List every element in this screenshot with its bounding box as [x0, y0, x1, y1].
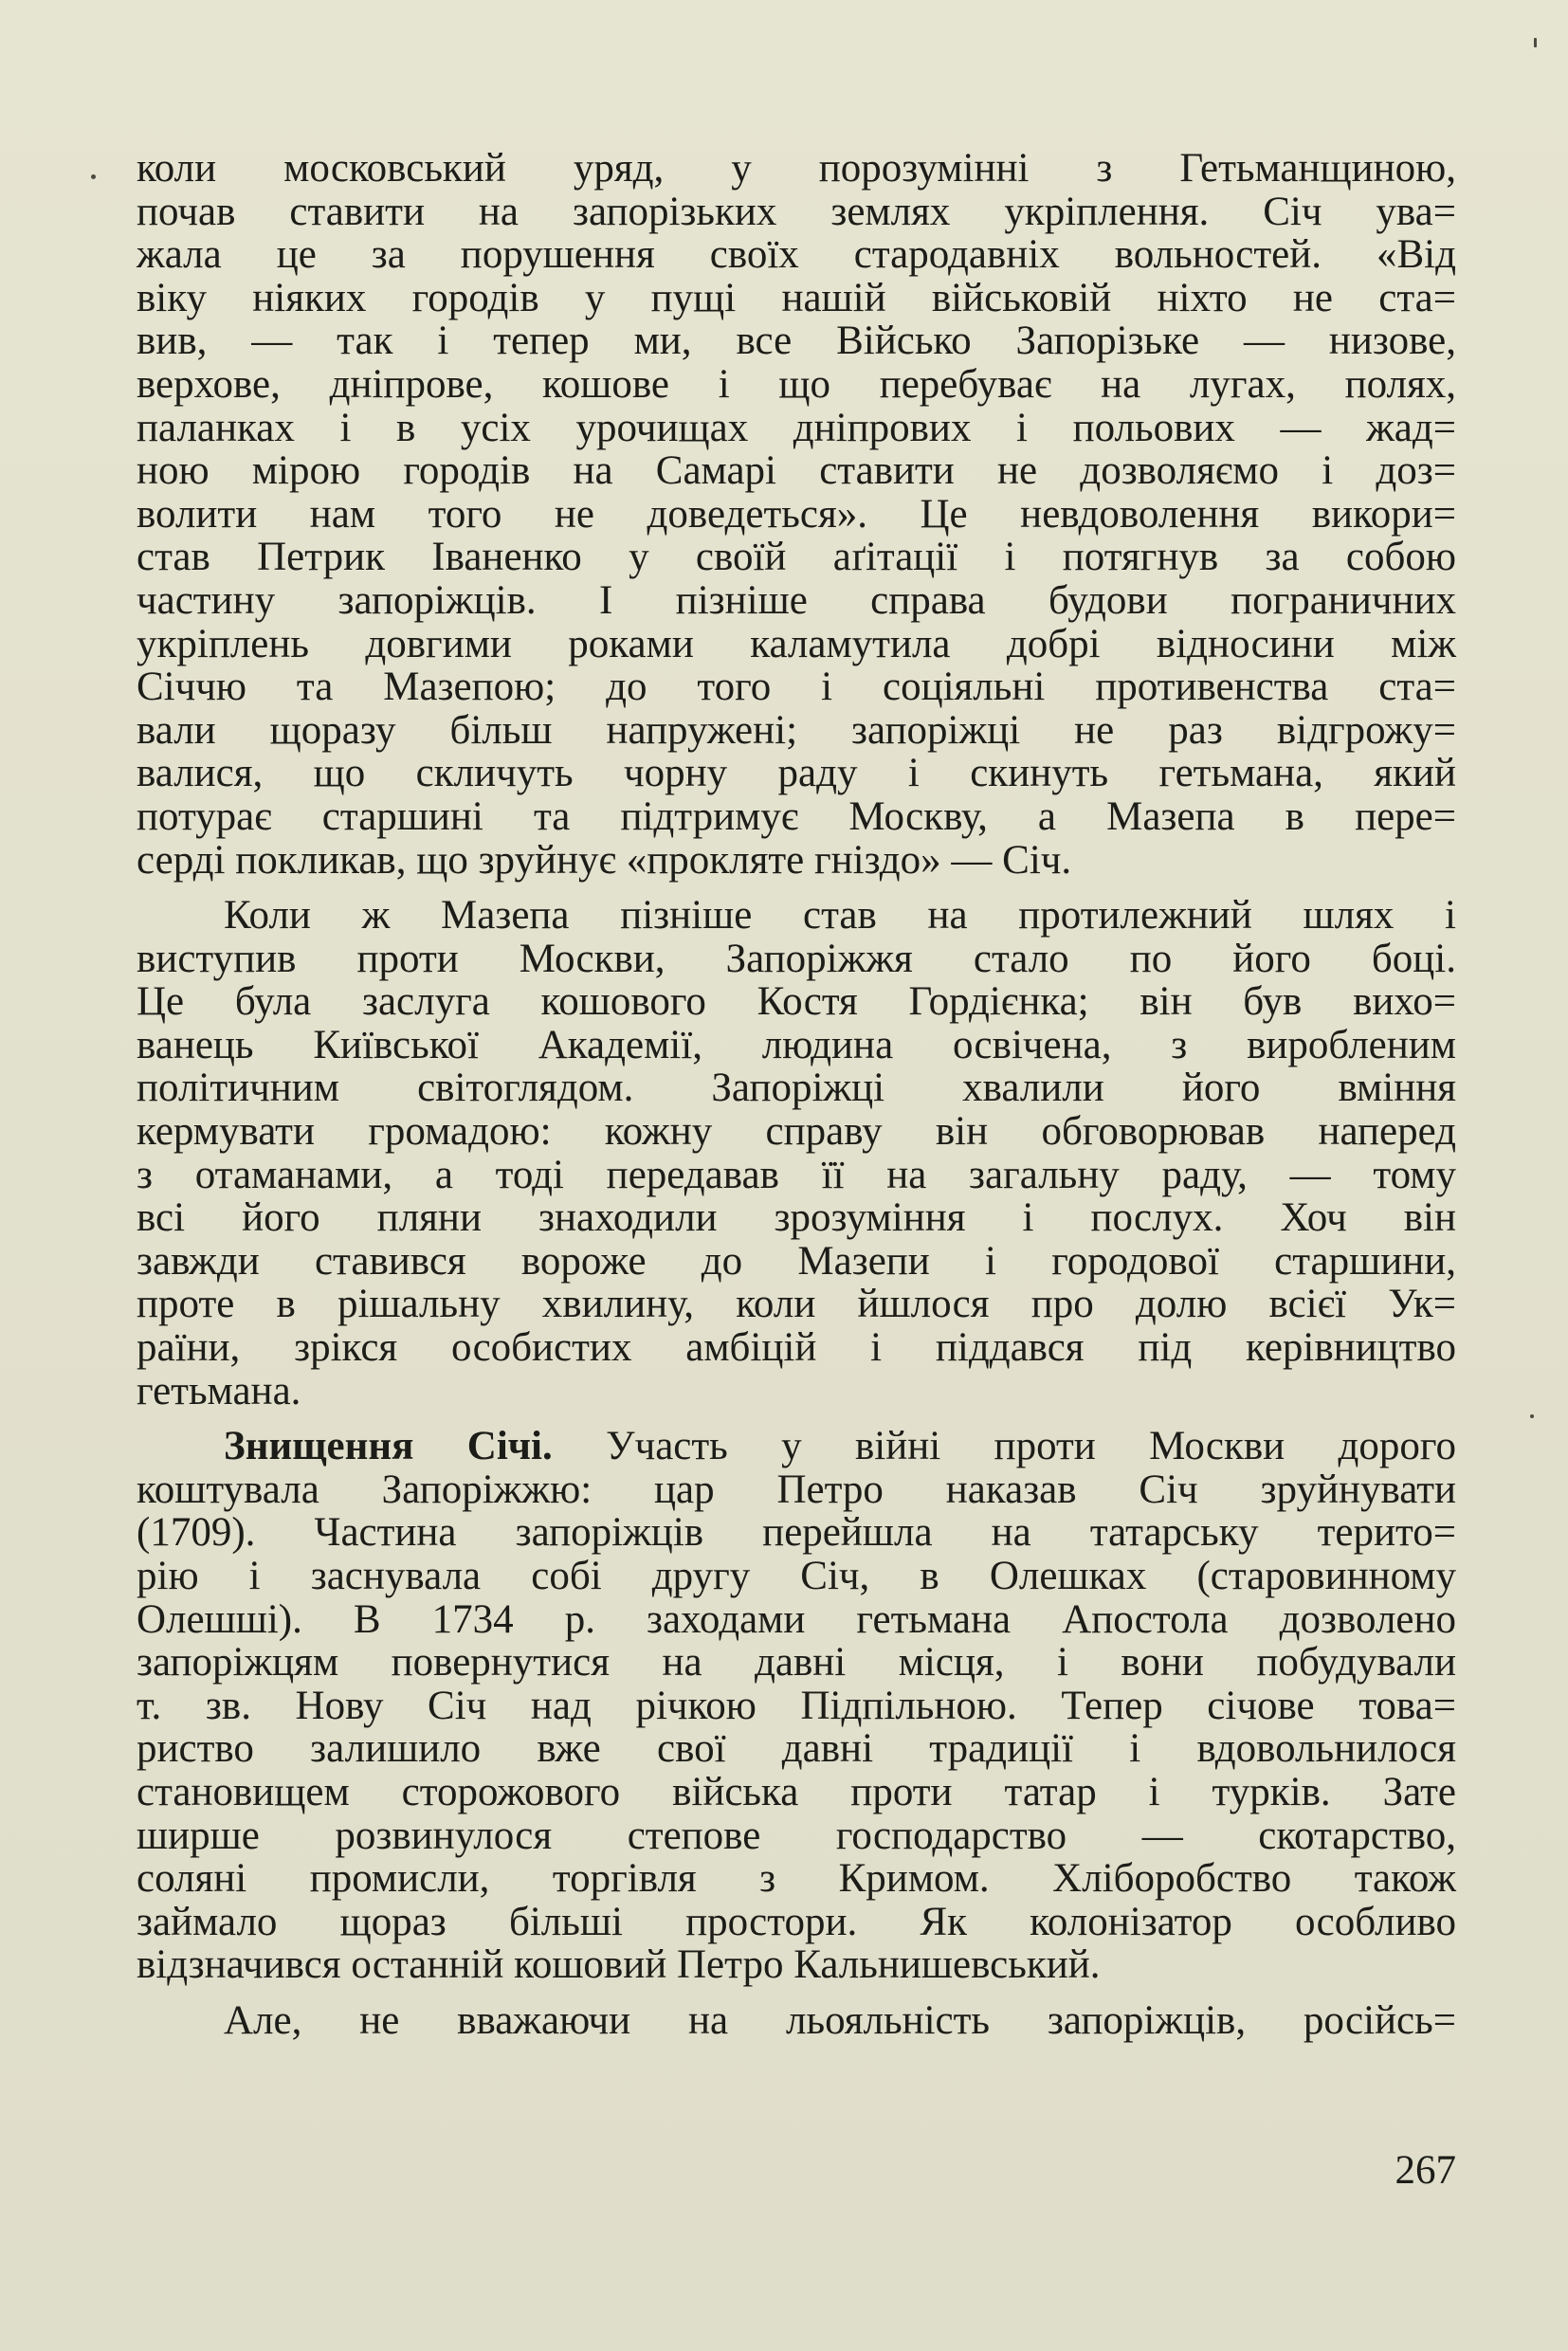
text-line: з отаманами, а тоді передавав її на загальну раду, — тому — [137, 1152, 1456, 1197]
ink-speck — [91, 174, 96, 179]
text-line: серді покликав, що зруйнує «прокляте гніздо» — Січ. — [137, 837, 1072, 883]
text-line: Але, не вважаючи на льояльність запоріжців, російсь= — [224, 1997, 1456, 2043]
page-number: 267 — [1395, 2148, 1456, 2193]
text-line: вали щоразу більш напружені; запоріжці не раз відгрожу= — [137, 707, 1456, 753]
text-line: укріплень довгими роками каламутила добрі відносини між — [137, 621, 1456, 666]
heading-line-rest: Участь у війні проти Москви дорого — [606, 1424, 1456, 1469]
text-line: завжди ставився вороже до Мазепи і городової старшини, — [137, 1238, 1456, 1284]
text-line: ною мірою городів на Самарі ставити не дозволяємо і доз= — [137, 448, 1456, 494]
body-text — [137, 147, 1456, 2043]
text-line: волити нам того не доведеться». Це невдоволення викори= — [137, 491, 1456, 537]
text-line: (1709). Частина запоріжців перейшла на татарську терито= — [137, 1510, 1456, 1556]
text-line: займало щораз більші простори. Як колонізатор особливо — [137, 1899, 1456, 1944]
text-line: віку ніяких городів у пущі нашій військовій ніхто не ста= — [137, 275, 1456, 320]
paragraph-4 — [137, 1999, 1456, 2043]
paragraph-2 — [137, 894, 1456, 1412]
text-line: Олешші). В 1734 р. заходами гетьмана Апостола дозволено — [137, 1596, 1456, 1642]
paragraph-3 — [137, 1425, 1456, 1987]
text-line: гетьмана. — [137, 1368, 301, 1413]
text-line: верхове, дніпрове, кошове і що перебуває на лугах, полях, — [137, 361, 1456, 407]
section-heading: Знищення Січі. — [224, 1424, 553, 1469]
text-line: ванець Київської Академії, людина освічена, з виробленим — [137, 1022, 1456, 1067]
text-line: соляні промисли, торгівля з Кримом. Хліборобство також — [137, 1856, 1456, 1902]
text-line: Коли ж Мазепа пізніше став на протилежний шлях і — [224, 893, 1456, 939]
text-line: став Петрик Іваненко у своїй аґітації і потягнув за собою — [137, 535, 1456, 580]
text-line: кермувати громадою: кожну справу він обговорював наперед — [137, 1109, 1456, 1155]
text-line: раїни, зрікся особистих амбіцій і піддався під керівництво — [137, 1325, 1456, 1371]
text-line: частину запоріжців. І пізніше справа будови пограничних — [137, 577, 1456, 623]
text-line: Січчю та Мазепою; до того і соціяльні противенства ста= — [137, 665, 1456, 710]
text-line: т. зв. Нову Січ над річкою Підпільною. Тепер січове това= — [137, 1683, 1456, 1728]
text-line: запоріжцям повернутися на давні місця, і вони побудували — [137, 1640, 1456, 1686]
text-line: коли московський уряд, у порозумінні з Гетьманщиною, — [137, 146, 1456, 191]
text-line: рію і заснувала собі другу Січ, в Олешках (старовинному — [137, 1554, 1456, 1598]
text-line: коштувала Запоріжжю: цар Петро наказав Січ зруйнувати — [137, 1467, 1456, 1512]
text-line: політичним світоглядом. Запоріжці хвалили його вміння — [137, 1066, 1456, 1111]
text-line: паланках і в усіх урочищах дніпрових і польових — жад= — [137, 405, 1456, 450]
text-line: відзначився останній кошовий Петро Кальнишевський. — [137, 1942, 1101, 1988]
text-line: жала це за порушення своїх стародавніх вольностей. «Від — [137, 232, 1456, 278]
text-line: потурає старшині та підтримує Москву, а Мазепа в пере= — [137, 793, 1456, 839]
ink-speck — [1530, 1414, 1534, 1418]
text-line: всі його пляни знаходили зрозуміння і послух. Хоч він — [137, 1195, 1456, 1241]
paragraph-1 — [137, 147, 1456, 882]
ink-speck — [1534, 38, 1537, 47]
text-line — [137, 1425, 1456, 1468]
text-line: валися, що скличуть чорну раду і скинуть гетьмана, який — [137, 751, 1456, 796]
text-line: становищем сторожового війська проти татар і турків. Зате — [137, 1769, 1456, 1814]
text-line: почав ставити на запорізьких землях укріплення. Січ ува= — [137, 189, 1456, 234]
text-line: Це була заслуга кошового Костя Гордієнка; він був вихо= — [137, 979, 1456, 1025]
text-line: вив, — так і тепер ми, все Військо Запорізьке — низове, — [137, 319, 1456, 364]
text-line: ширше розвинулося степове господарство — скотарство, — [137, 1813, 1456, 1858]
text-line: виступив проти Москви, Запоріжжя стало по його боці. — [137, 936, 1456, 981]
text-line: проте в рішальну хвилину, коли йшлося про долю всієї Ук= — [137, 1282, 1456, 1327]
text-line: риство залишило вже свої давні традиції і вдовольнилося — [137, 1726, 1456, 1772]
